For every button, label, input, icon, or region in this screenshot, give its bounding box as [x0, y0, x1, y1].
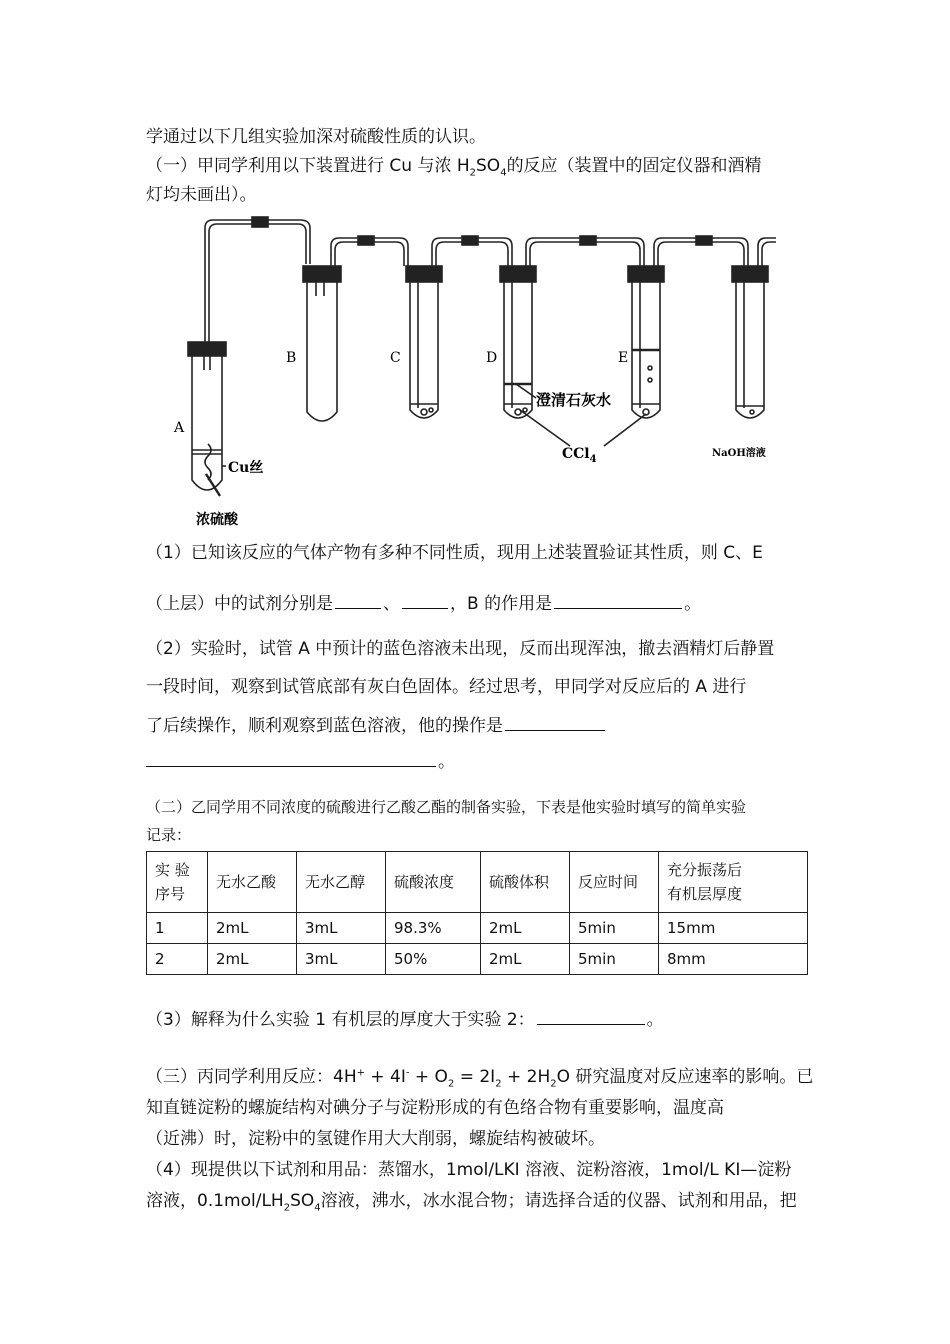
table-cell: 2mL: [481, 944, 570, 975]
limewater-label: 澄清石灰水: [536, 391, 612, 409]
table-cell: 8mm: [659, 944, 808, 975]
q2-line3: 了后续操作，顺利观察到蓝色溶液，他的操作是: [146, 712, 810, 739]
answer-blank-operation-1[interactable]: [505, 712, 605, 731]
answer-blank-b[interactable]: [554, 590, 682, 609]
part3-line2: 知直链淀粉的螺旋结构对碘分子与淀粉形成的有色络合物有重要影响，温度高: [146, 1098, 724, 1118]
tube-c: [406, 266, 442, 418]
table-header-cell: 无水乙醇: [297, 852, 386, 913]
label-c: C: [390, 350, 401, 366]
answer-blank-operation-2[interactable]: [146, 748, 436, 767]
table-cell: 3mL: [297, 944, 386, 975]
part1-line2: 灯均未画出）。: [146, 185, 257, 205]
table-cell: 1: [147, 913, 208, 944]
table-cell: 2mL: [208, 944, 297, 975]
intro-line: 学通过以下几组实验加深对硫酸性质的认识。: [146, 127, 486, 147]
table-header-row: [147, 852, 808, 913]
part3-line1: （三）丙同学利用反应：$4H^+ + 4I^- + O_2 = 2I_2 + 2H_2O$ 研究温度对反应速率的影响。已: [146, 1067, 814, 1090]
table-header-cell: 充分振荡后 有机层厚度: [659, 852, 808, 913]
q1-line1: （1）已知该反应的气体产物有多种不同性质，现用上述装置验证其性质，则 C、E: [146, 543, 763, 563]
tube-b: [303, 266, 341, 421]
table-header-cell: 无水乙酸: [208, 852, 297, 913]
tube-d: [500, 266, 536, 418]
part3-line3: （近沸）时，淀粉中的氢键作用大大削弱，螺旋结构被破坏。: [146, 1129, 605, 1149]
table-cell: 3mL: [297, 913, 386, 944]
label-e: E: [618, 350, 629, 366]
answer-blank-e[interactable]: [402, 590, 448, 609]
q2-line2: 一段时间，观察到试管底部有灰白色固体。经过思考，甲同学对反应后的 A 进行: [146, 677, 747, 697]
table-cell: 5min: [570, 913, 659, 944]
label-d: D: [486, 350, 498, 366]
table-header-cell: 反应时间: [570, 852, 659, 913]
q2-line1: （2）实验时，试管 A 中预计的蓝色溶液未出现，反而出现浑浊，撤去酒精灯后静置: [146, 639, 775, 659]
q4-line2: 溶液，$0.1mol/LH_2SO_4$溶液，沸水，冰水混合物；请选择合适的仪器、试剂和用品，把: [146, 1191, 797, 1214]
table-cell: 15mm: [659, 913, 808, 944]
label-a: A: [174, 420, 185, 436]
naoh-label: NaOH溶液: [712, 448, 766, 459]
q1-line2: （上层）中的试剂分别是 、 ，B 的作用是 。: [146, 590, 810, 617]
table-cell: 2mL: [208, 913, 297, 944]
table-header-cell: 硫酸浓度: [386, 852, 481, 913]
conc-acid-label: 浓硫酸: [196, 512, 238, 528]
cu-wire-label: Cu丝: [228, 460, 264, 476]
table-cell: 5min: [570, 944, 659, 975]
part2-line1: （二）乙同学用不同浓度的硫酸进行乙酸乙酯的制备实验，下表是他实验时填写的简单实验: [146, 798, 747, 816]
answer-blank-c[interactable]: [335, 590, 381, 609]
q3-line: （3）解释为什么实验 1 有机层的厚度大于实验 2： 。: [146, 1006, 810, 1033]
table-cell: 50%: [386, 944, 481, 975]
table-cell: 98.3%: [386, 913, 481, 944]
experiment-record-table: [146, 851, 808, 975]
part1-line1: （一）甲同学利用以下装置进行 Cu 与浓 $H_2SO_4$的反应（装置中的固定仪器和酒精: [146, 156, 762, 179]
tube-a: [188, 342, 226, 490]
part2-line2: 记录：: [146, 826, 192, 844]
answer-blank-q3[interactable]: [537, 1006, 645, 1025]
q4-line1: （4）现提供以下试剂和用品：蒸馏水，1mol/LKI 溶液、淀粉溶液，1mol/L KI—淀粉: [146, 1160, 792, 1180]
table-header-cell: 硫酸体积: [481, 852, 570, 913]
label-b: B: [286, 350, 297, 366]
table-cell: 2: [147, 944, 208, 975]
ccl4-label: CCl$_4$: [562, 446, 597, 465]
q2-line4: 。: [146, 748, 810, 775]
table-row: [147, 944, 808, 975]
table-header-cell: 实 验 序号: [147, 852, 208, 913]
table-cell: 2mL: [481, 913, 570, 944]
pipe-a-b: [205, 220, 310, 342]
apparatus-diagram: [160, 208, 780, 530]
tube-f: [732, 266, 768, 418]
tube-e: [628, 266, 664, 418]
table-row: [147, 913, 808, 944]
